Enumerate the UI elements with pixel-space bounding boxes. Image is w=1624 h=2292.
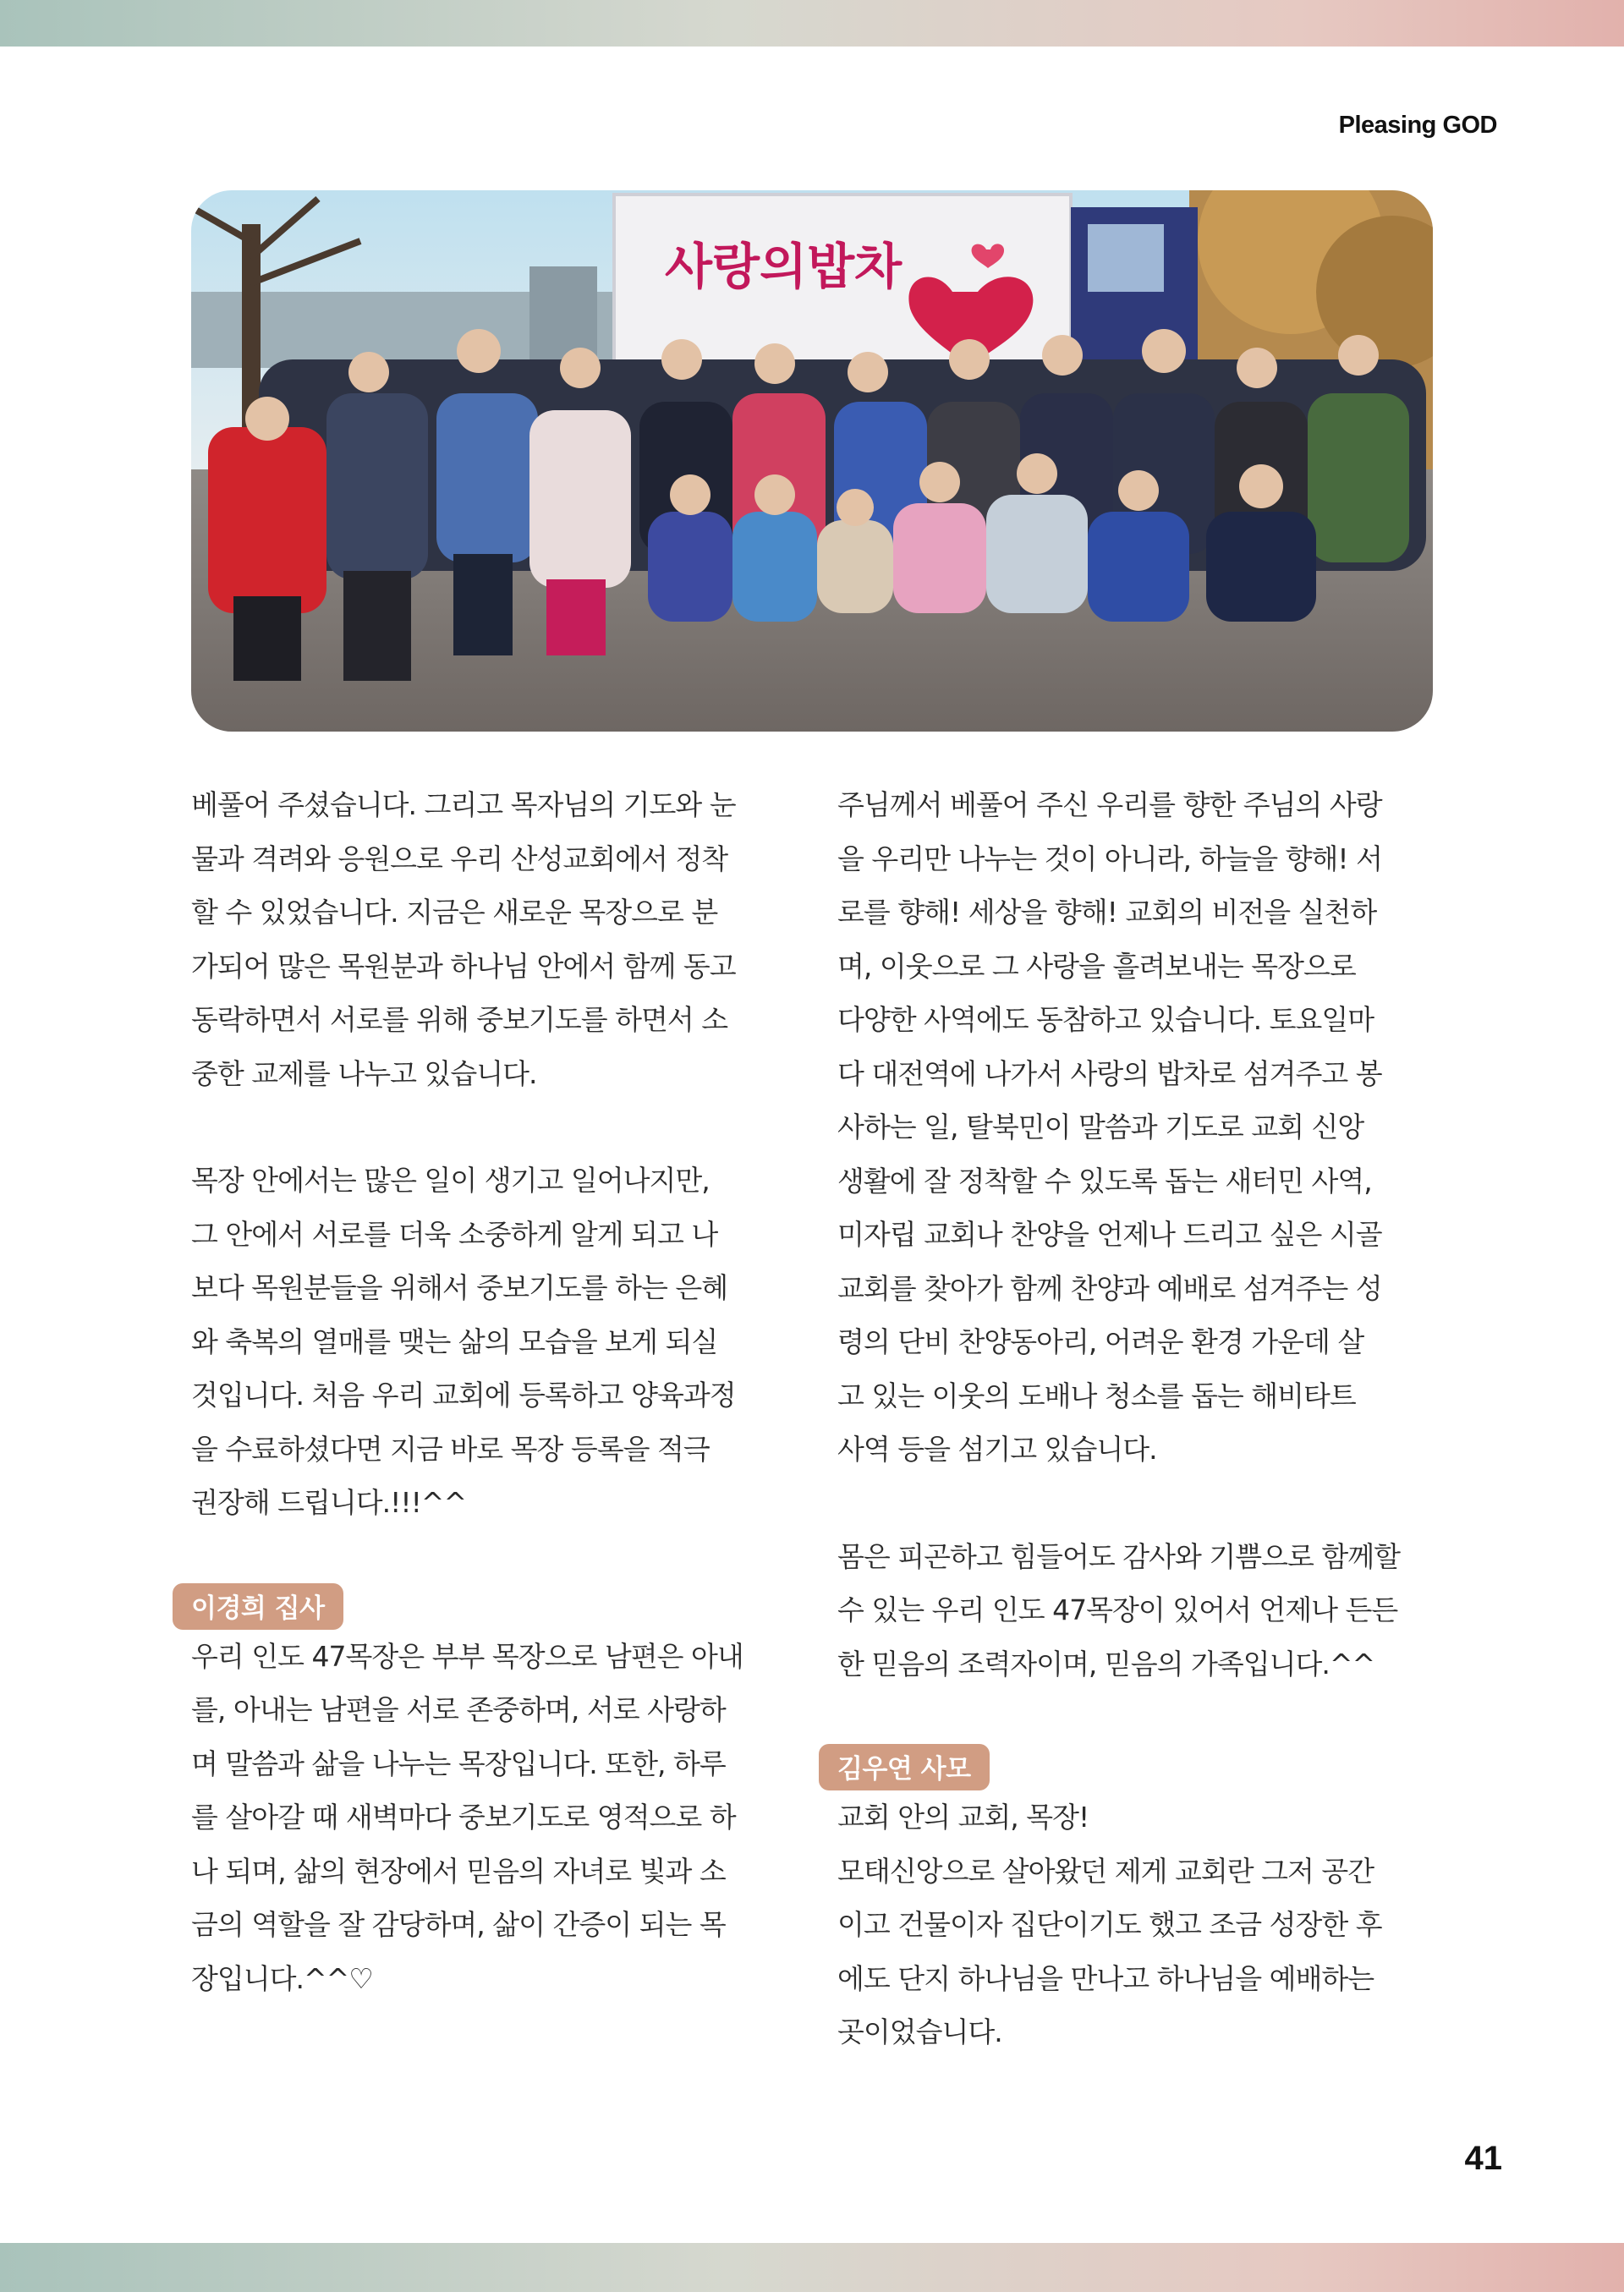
left-column [191,778,792,2005]
bottom-decorative-band [0,2243,1624,2292]
page-header-title: Pleasing GOD [1338,112,1497,139]
truck-lettering: 사랑의밥차 [665,238,903,295]
left-paragraph-3: 우리 인도 47목장은 부부 목장으로 남편은 아내 를, 아내는 남편을 서로 존중하며, 서로 사랑하 며 말씀과 삶을 나누는 목장입니다. 또한, 하루 를 살아갈 때 새벽마다 중보기도로 영적으로 하 나 되며, 삶의 현장에서 믿음의 자녀로 빛과 소 금의 역할을 잘 감당하며, 삶이 간증이 되는 목 장입니다.^^♡ [191,1639,743,1995]
right-paragraph-3: 교회 안의 교회, 목장! 모태신앙으로 살아왔던 제게 교회란 그저 공간 이고 건물이자 집단이기도 했고 조금 성장한 후 에도 단지 하나님을 만나고 하나님을 예배하는 곳이었습니다. [837,1801,1382,2048]
right-paragraph-1: 주님께서 베풀어 주신 우리를 향한 주님의 사랑 을 우리만 나누는 것이 아니라, 하늘을 향해! 서 로를 향해! 세상을 향해! 교회의 비전을 실천하 며, 이웃으로 그 사랑을 흘려보내는 목장으로 다양한 사역에도 동참하고 있습니다. 토요일마 다 대전역에 나가서 사랑의 밥차로 섬겨주고 봉 사하는 일, 탈북민이 말씀과 기도로 교회 신앙 생활에 잘 정착할 수 있도록 돕는 새터민 사역, 미자립 교회나 찬양을 언제나 드리고 싶은 시골 교회를 찾아가 함께 찬양과 예배로 섬겨주는 성 령의 단비 찬양동아리, 어려운 환경 가운데 살 고 있는 이웃의 도배나 청소를 돕는 해비타트 사역 등을 섬기고 있습니다. [837,788,1382,1466]
right-paragraph-2: 몸은 피곤하고 힘들어도 감사와 기쁨으로 함께할 수 있는 우리 인도 47목장이 있어서 언제나 든든 한 믿음의 조력자이며, 믿음의 가족입니다.^^ [837,1539,1401,1681]
group-photo [191,190,1433,732]
author-badge-lee: 이경희 집사 [173,1583,343,1630]
author-badge-kim: 김우연 사모 [819,1744,990,1790]
top-decorative-band [0,0,1624,47]
left-paragraph-2: 목장 안에서는 많은 일이 생기고 일어나지만, 그 안에서 서로를 더욱 소중하게 알게 되고 나 보다 목원분들을 위해서 중보기도를 하는 은혜 와 축복의 열매를 맺는 삶의 모습을 보게 되실 것입니다. 처음 우리 교회에 등록하고 양육과정 을 수료하셨다면 지금 바로 목장 등록을 적극 권장해 드립니다.!!!^^ [191,1164,736,1519]
page-number: 41 [1464,2140,1502,2177]
left-paragraph-1: 베풀어 주셨습니다. 그리고 목자님의 기도와 눈 물과 격려와 응원으로 우리 산성교회에서 정착 할 수 있었습니다. 지금은 새로운 목장으로 분 가되어 많은 목원분과 하나님 안에서 함께 동고 동락하면서 서로를 위해 중보기도를 하면서 소 중한 교제를 나누고 있습니다. [191,788,736,1090]
right-column [837,778,1438,2059]
